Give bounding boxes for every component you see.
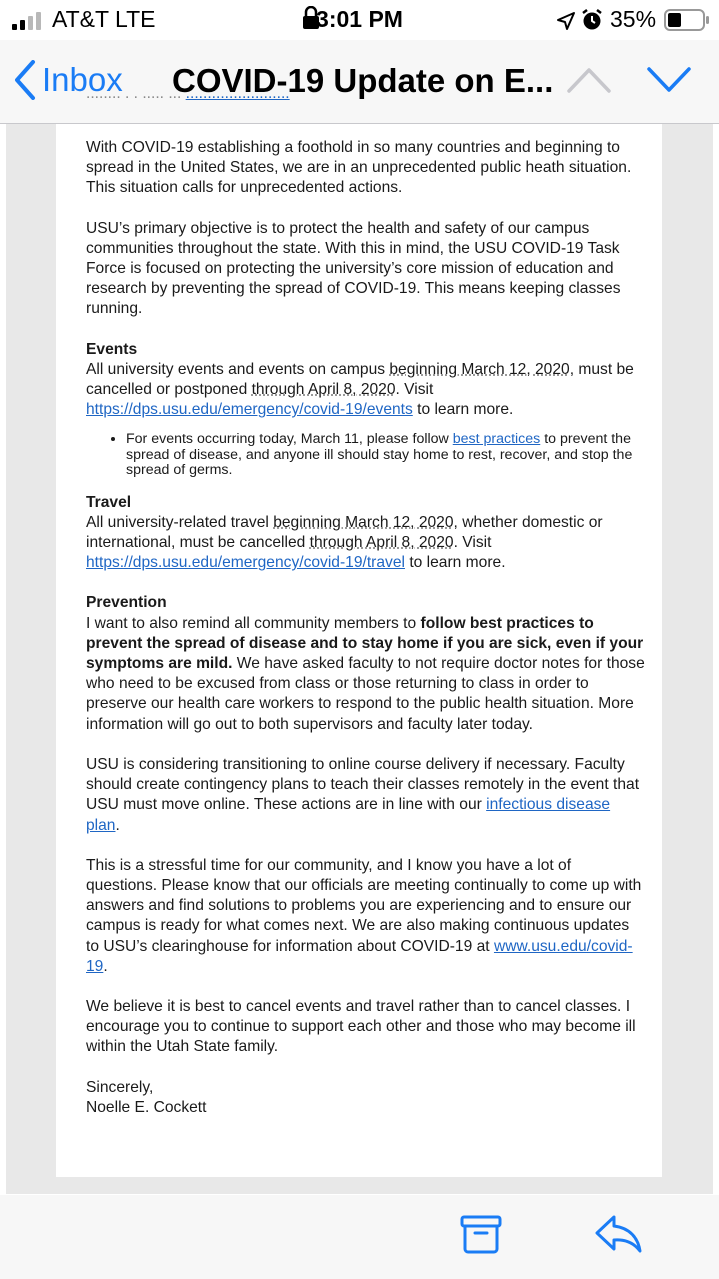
email-body (86, 96, 646, 1118)
events-link[interactable]: https://dps.usu.edu/emergency/covid-19/events (86, 401, 413, 419)
stressful-paragraph: This is a stressful time for our community, and I know you have a lot of questions. Please know that our officials are meeting continually to come up with answers and find solutions to problems you are experiencing and to ensure our campus is ready for what comes next. We are also making continuous updates to USU’s clearinghouse for information about COVID-19 at www.usu.edu/covid-19. (86, 856, 642, 975)
events-heading: Events (86, 340, 138, 358)
travel-heading: Travel (86, 493, 132, 511)
cutoff-line (86, 96, 646, 116)
prevention-heading: Prevention (86, 594, 167, 612)
events-bullet-list (86, 432, 646, 478)
location-arrow-icon (556, 11, 576, 31)
travel-paragraph: All university-related travel beginning March 12, 2020, whether domestic or international, must be cancelled through April 8, 2020. Visit https://dps.usu.edu/emergency/covid-19/travel to learn more. (86, 513, 603, 572)
believe-paragraph: We believe it is best to cancel events and travel rather than to cancel classes. I encourage you to continue to support each other and those who may become ill within the Utah State family. (86, 997, 636, 1056)
battery-icon (664, 9, 710, 31)
alarm-icon (581, 8, 603, 32)
date-detected[interactable]: through April 8, 2020 (251, 381, 396, 399)
best-practices-link[interactable]: best practices (452, 431, 541, 448)
clock: 3:01 PM (316, 6, 403, 32)
list-item: • For events occurring today, March 11, please follow best practices to prevent the spread of disease, and anyone ill should stay home to rest, recover, and stop the spread of germs. (126, 432, 646, 478)
cutoff-link[interactable] (186, 96, 290, 102)
date-detected[interactable]: beginning March 12, 2020 (273, 513, 454, 531)
chevron-up-icon[interactable] (566, 66, 612, 94)
signoff: Sincerely, (86, 1078, 154, 1096)
prevention-paragraph: I want to also remind all community members to follow best practices to prevent the spread of disease and to stay home if you are sick, even if your symptoms are mild. We have asked faculty to not require doctor notes for those who need to be excused from class or those returning to class in order to preserve our health care workers to respond to the public health situation. More information will go out to both supervisors and faculty later today. (86, 614, 645, 733)
email-subject-title: COVID-19 Update on E... (172, 62, 554, 99)
events-paragraph: All university events and events on campus beginning March 12, 2020, must be cancelled or postponed through April 8, 2020. Visit https://dps.usu.edu/emergency/covid-19/events to learn more. (86, 360, 634, 419)
infectious-disease-plan-link[interactable]: infectious disease plan (86, 796, 611, 834)
covid-clearinghouse-link[interactable]: www.usu.edu/covid-19 (86, 937, 633, 975)
carrier-label: AT&T LTE (52, 6, 156, 32)
status-bar (0, 0, 719, 40)
chevron-down-icon[interactable] (646, 66, 692, 94)
reply-icon[interactable] (594, 1213, 644, 1255)
battery-percentage: 35% (610, 6, 657, 32)
online-paragraph: USU is considering transitioning to online course delivery if necessary. Faculty should create contingency plans to teach their classes remotely in the event that USU must move online. These actions are in line with our infectious disease plan. (86, 755, 640, 834)
paragraph-foothold: With COVID-19 establishing a foothold in so many countries and beginning to spread in the United States, we are in an unprecedented public heath situation. This situation calls for unprecedented actions. (86, 139, 632, 197)
chevron-left-icon (14, 60, 36, 100)
date-detected[interactable]: beginning March 12, 2020 (389, 360, 570, 378)
back-button-label: Inbox (42, 61, 123, 98)
bottom-toolbar (0, 1195, 719, 1279)
travel-link[interactable]: https://dps.usu.edu/emergency/covid-19/travel (86, 554, 405, 572)
signature: Noelle E. Cockett (86, 1098, 207, 1116)
paragraph-objective: USU’s primary objective is to protect the health and safety of our campus communities throughout the state. With this in mind, the USU COVID-19 Task Force is focused on protecting the university’s core mission of education and research by preventing the spread of COVID-19. This means keeping classes running. (86, 219, 621, 318)
date-detected[interactable]: through April 8, 2020 (309, 534, 454, 552)
archive-icon[interactable] (458, 1213, 504, 1255)
